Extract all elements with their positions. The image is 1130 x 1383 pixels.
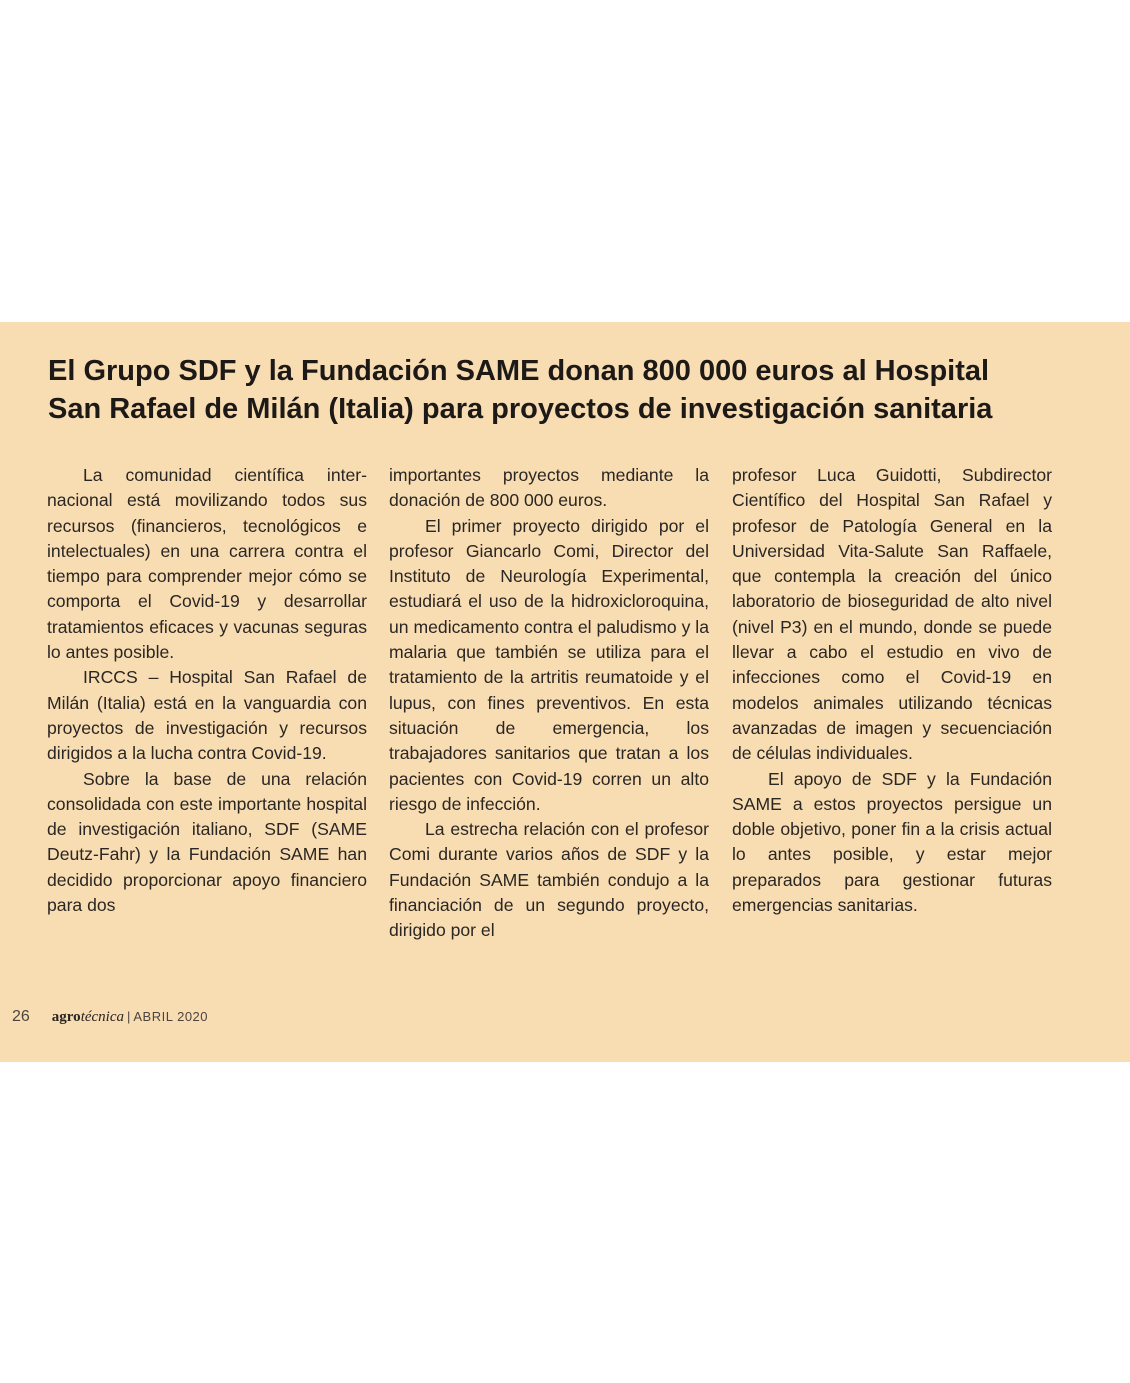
- paragraph: La comunidad científica internacional está movilizando todos sus recursos (financieros, tecnológicos e intelectuales) en una carrera contra el tiempo para comprender mejor cómo se comporta el Covid-19 y desarrollar tratamientos eficaces y vacunas seguras lo antes posible.: [47, 465, 367, 663]
- page-footer: [12, 1008, 208, 1026]
- paragraph: IRCCS – Hospital San Rafael de Milán (Italia) está en la vanguardia con proyectos de investigación y recursos dirigidos a la lucha contra Covid-19.: [47, 667, 367, 764]
- magazine-name-part-2: técnica: [80, 1009, 124, 1025]
- paragraph-continuation: importantes proyectos mediante la donación de 800 000 euros.: [389, 465, 709, 511]
- issue-date: ABRIL 2020: [133, 1009, 209, 1024]
- article-column-2: [389, 463, 709, 944]
- footer-separator: |: [127, 1009, 131, 1024]
- paragraph-continuation: profesor Luca Guidotti, Subdirector Científico del Hospital San Rafael y profesor de Patología General en la Universidad Vita-Salute San Raffaele, que contempla la creación del único laboratorio de bioseguridad de alto nivel (nivel P3) en el mundo, donde se puede llevar a cabo el estudio en vivo de infecciones como el Covid-19 en modelos animales utilizando técnicas avanzadas de imagen y secuenciación de células individuales.: [732, 465, 1052, 764]
- headline-line-1: El Grupo SDF y la Fundación SAME donan 800 000 euros al Hospital: [48, 355, 990, 387]
- magazine-name-part-1: agro: [51, 1009, 81, 1025]
- article-headline: [48, 352, 1108, 428]
- paragraph: Sobre la base de una relación consolidada con este importante hospital de investigación italiano, SDF (SAME Deutz-Fahr) y la Fundación SAME han decidido proporcionar apoyo financiero para dos: [47, 768, 367, 916]
- page-number: 26: [12, 1008, 30, 1025]
- paragraph: La estrecha relación con el profesor Comi durante varios años de SDF y la Fundación SAME también condujo a la financiación de un segundo proyecto, dirigido por el: [389, 819, 709, 941]
- paragraph: El primer proyecto dirigido por el profesor Giancarlo Comi, Director del Instituto de Neurología Experimental, estudiará el uso de la hidroxicloroquina, un medicamento contra el paludismo y la malaria que también se utiliza para el tratamiento de la artritis reumatoide y el lupus, con fines preventivos. En esta situación de emergencia, los trabajadores sanitarios que tratan a los pacientes con Covid-19 corren un alto riesgo de infección.: [389, 515, 709, 814]
- headline-line-2: San Rafael de Milán (Italia) para proyectos de investigación sanitaria: [48, 393, 993, 425]
- paragraph: El apoyo de SDF y la Fundación SAME a estos proyectos persigue un doble objetivo, poner fin a la crisis actual lo antes posible, y estar mejor preparados para gestionar futuras emergencias sanitarias.: [732, 768, 1052, 916]
- article-column-1: [47, 463, 367, 918]
- article-column-3: [732, 463, 1052, 918]
